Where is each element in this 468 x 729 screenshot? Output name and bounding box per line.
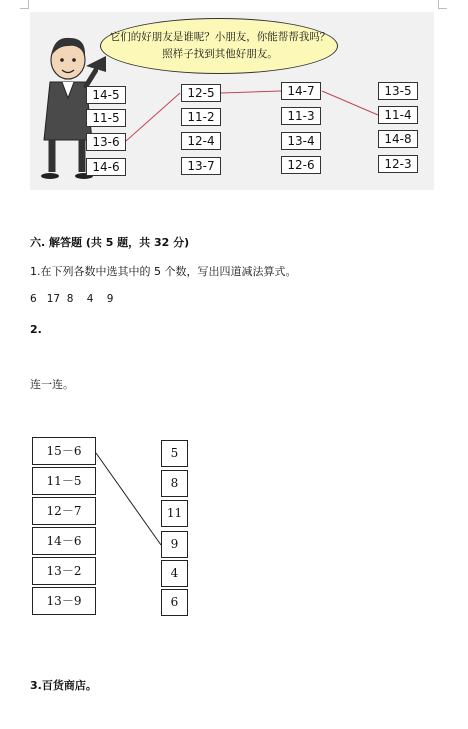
corner-mark-top-left: [20, 0, 29, 9]
corner-mark-top-right: [438, 0, 447, 9]
card-11-3: 11-3: [281, 107, 321, 125]
question-1-numbers: 6 17 8 4 9: [30, 293, 114, 305]
question-2-instruction: 连一连。: [30, 378, 74, 391]
matching-puzzle-figure: [30, 12, 434, 190]
card-11-4: 11-4: [378, 106, 418, 124]
left-cell-13-2: 13－2: [32, 557, 96, 585]
card-11-5: 11-5: [86, 109, 126, 127]
speech-line-2: 照样子找到其他好朋友。: [162, 48, 278, 60]
connect-exercise-figure: [30, 437, 200, 619]
left-cell-13-9: 13－9: [32, 587, 96, 615]
question-3-prompt: 3.百货商店。: [30, 679, 97, 692]
card-13-6: 13-6: [86, 133, 126, 151]
right-cell-5: 5: [161, 440, 188, 467]
match-line-13-6-to-12-5: [126, 93, 180, 141]
card-12-4: 12-4: [181, 132, 221, 150]
left-cell-12-7: 12－7: [32, 497, 96, 525]
right-cell-6: 6: [161, 589, 188, 616]
card-12-6: 12-6: [281, 156, 321, 174]
match-line-12-5-to-14-7: [221, 91, 281, 93]
left-cell-11-5: 11－5: [32, 467, 96, 495]
right-cell-8: 8: [161, 470, 188, 497]
connect-line-15-6-to-9: [96, 453, 161, 545]
section-heading: 六. 解答题 (共 5 题，共 32 分): [30, 236, 190, 249]
left-cell-15-6: 15－6: [32, 437, 96, 465]
card-13-4: 13-4: [281, 132, 321, 150]
left-cell-14-6: 14－6: [32, 527, 96, 555]
match-line-14-7-to-11-4: [322, 91, 378, 115]
card-13-7: 13-7: [181, 157, 221, 175]
card-13-5: 13-5: [378, 82, 418, 100]
speech-line-1: 它们的好朋友是谁呢？小朋友，你能帮帮我吗？: [109, 31, 331, 43]
card-11-2: 11-2: [181, 108, 221, 126]
card-14-7: 14-7: [281, 82, 321, 100]
question-2-label: 2.: [30, 323, 42, 336]
card-12-5: 12-5: [181, 84, 221, 102]
right-cell-4: 4: [161, 560, 188, 587]
right-cell-11: 11: [161, 500, 188, 527]
card-14-6: 14-6: [86, 158, 126, 176]
right-cell-9: 9: [161, 531, 188, 558]
question-1-prompt: 1.在下列各数中选其中的 5 个数，写出四道减法算式。: [30, 265, 297, 278]
card-14-5: 14-5: [86, 86, 126, 104]
card-14-8: 14-8: [378, 130, 418, 148]
card-12-3: 12-3: [378, 155, 418, 173]
